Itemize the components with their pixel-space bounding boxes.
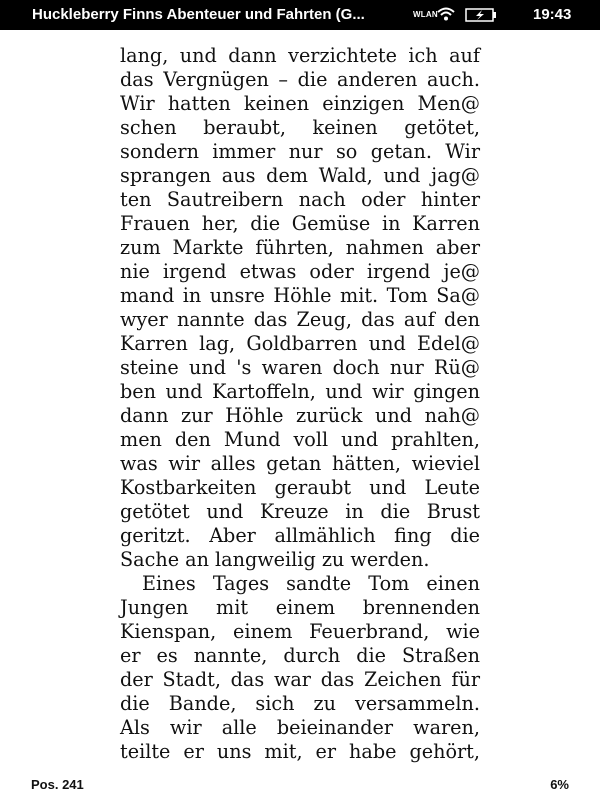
text-line: zum Markte führten, nahmen aber: [120, 236, 480, 259]
text-line: Jungen mit einem brennenden: [120, 596, 480, 619]
paragraph-start-line: Eines Tages sandte Tom einen: [142, 572, 480, 595]
text-line: wyer nannte das Zeug, das auf den: [120, 308, 480, 331]
reading-position: Pos. 241: [31, 777, 84, 792]
text-line: sondern immer nur so getan. Wir: [120, 140, 480, 163]
text-line: der Stadt, das war das Zeichen für: [120, 668, 480, 691]
text-line: lang, und dann verzichtete ich auf: [120, 44, 480, 67]
text-line: ten Sautreibern nach oder hinter: [120, 188, 480, 211]
text-line: nie irgend etwas oder irgend je@: [120, 260, 480, 283]
text-line: getötet und Kreuze in die Brust: [120, 500, 480, 523]
text-line: mand in unsre Höhle mit. Tom Sa@: [120, 284, 480, 307]
text-line: sprangen aus dem Wald, und jag@: [120, 164, 480, 187]
text-line: Karren lag, Goldbarren und Edel@: [120, 332, 480, 355]
text-line: dann zur Höhle zurück und nah@: [120, 404, 480, 427]
book-title[interactable]: Huckleberry Finns Abenteuer und Fahrten (G...: [32, 6, 365, 23]
text-line: Als wir alle beieinander waren,: [120, 716, 480, 739]
status-bar: [0, 0, 600, 30]
clock: 19:43: [533, 6, 572, 23]
text-line: ben und Kartoffeln, und wir gingen: [120, 380, 480, 403]
paragraph-end-line: Sache an langweilig zu werden.: [120, 548, 430, 571]
text-line: das Vergnügen – die anderen auch.: [120, 68, 480, 91]
text-line: was wir alles getan hätten, wieviel: [120, 452, 480, 475]
text-line: Wir hatten keinen einzigen Men@: [120, 92, 480, 115]
text-line: er es nannte, durch die Straßen: [120, 644, 480, 667]
text-line: Kostbarkeiten geraubt und Leute: [120, 476, 480, 499]
progress-percent: 6%: [550, 777, 569, 792]
text-line: Frauen her, die Gemüse in Karren: [120, 212, 480, 235]
book-page[interactable]: [120, 44, 480, 764]
text-line: die Bande, sich zu versammeln.: [120, 692, 480, 715]
text-line: steine und 's waren doch nur Rü@: [120, 356, 480, 379]
text-line: teilte er uns mit, er habe gehört,: [120, 740, 480, 763]
text-line: geritzt. Aber allmählich fing die: [120, 524, 480, 547]
battery-charging-icon: [465, 8, 497, 27]
wlan-label: WLAN: [413, 10, 438, 19]
wifi-icon: [437, 7, 455, 26]
text-line: schen beraubt, keinen getötet,: [120, 116, 480, 139]
text-line: men den Mund voll und prahlten,: [120, 428, 480, 451]
text-line: Kienspan, einem Feuerbrand, wie: [120, 620, 480, 643]
